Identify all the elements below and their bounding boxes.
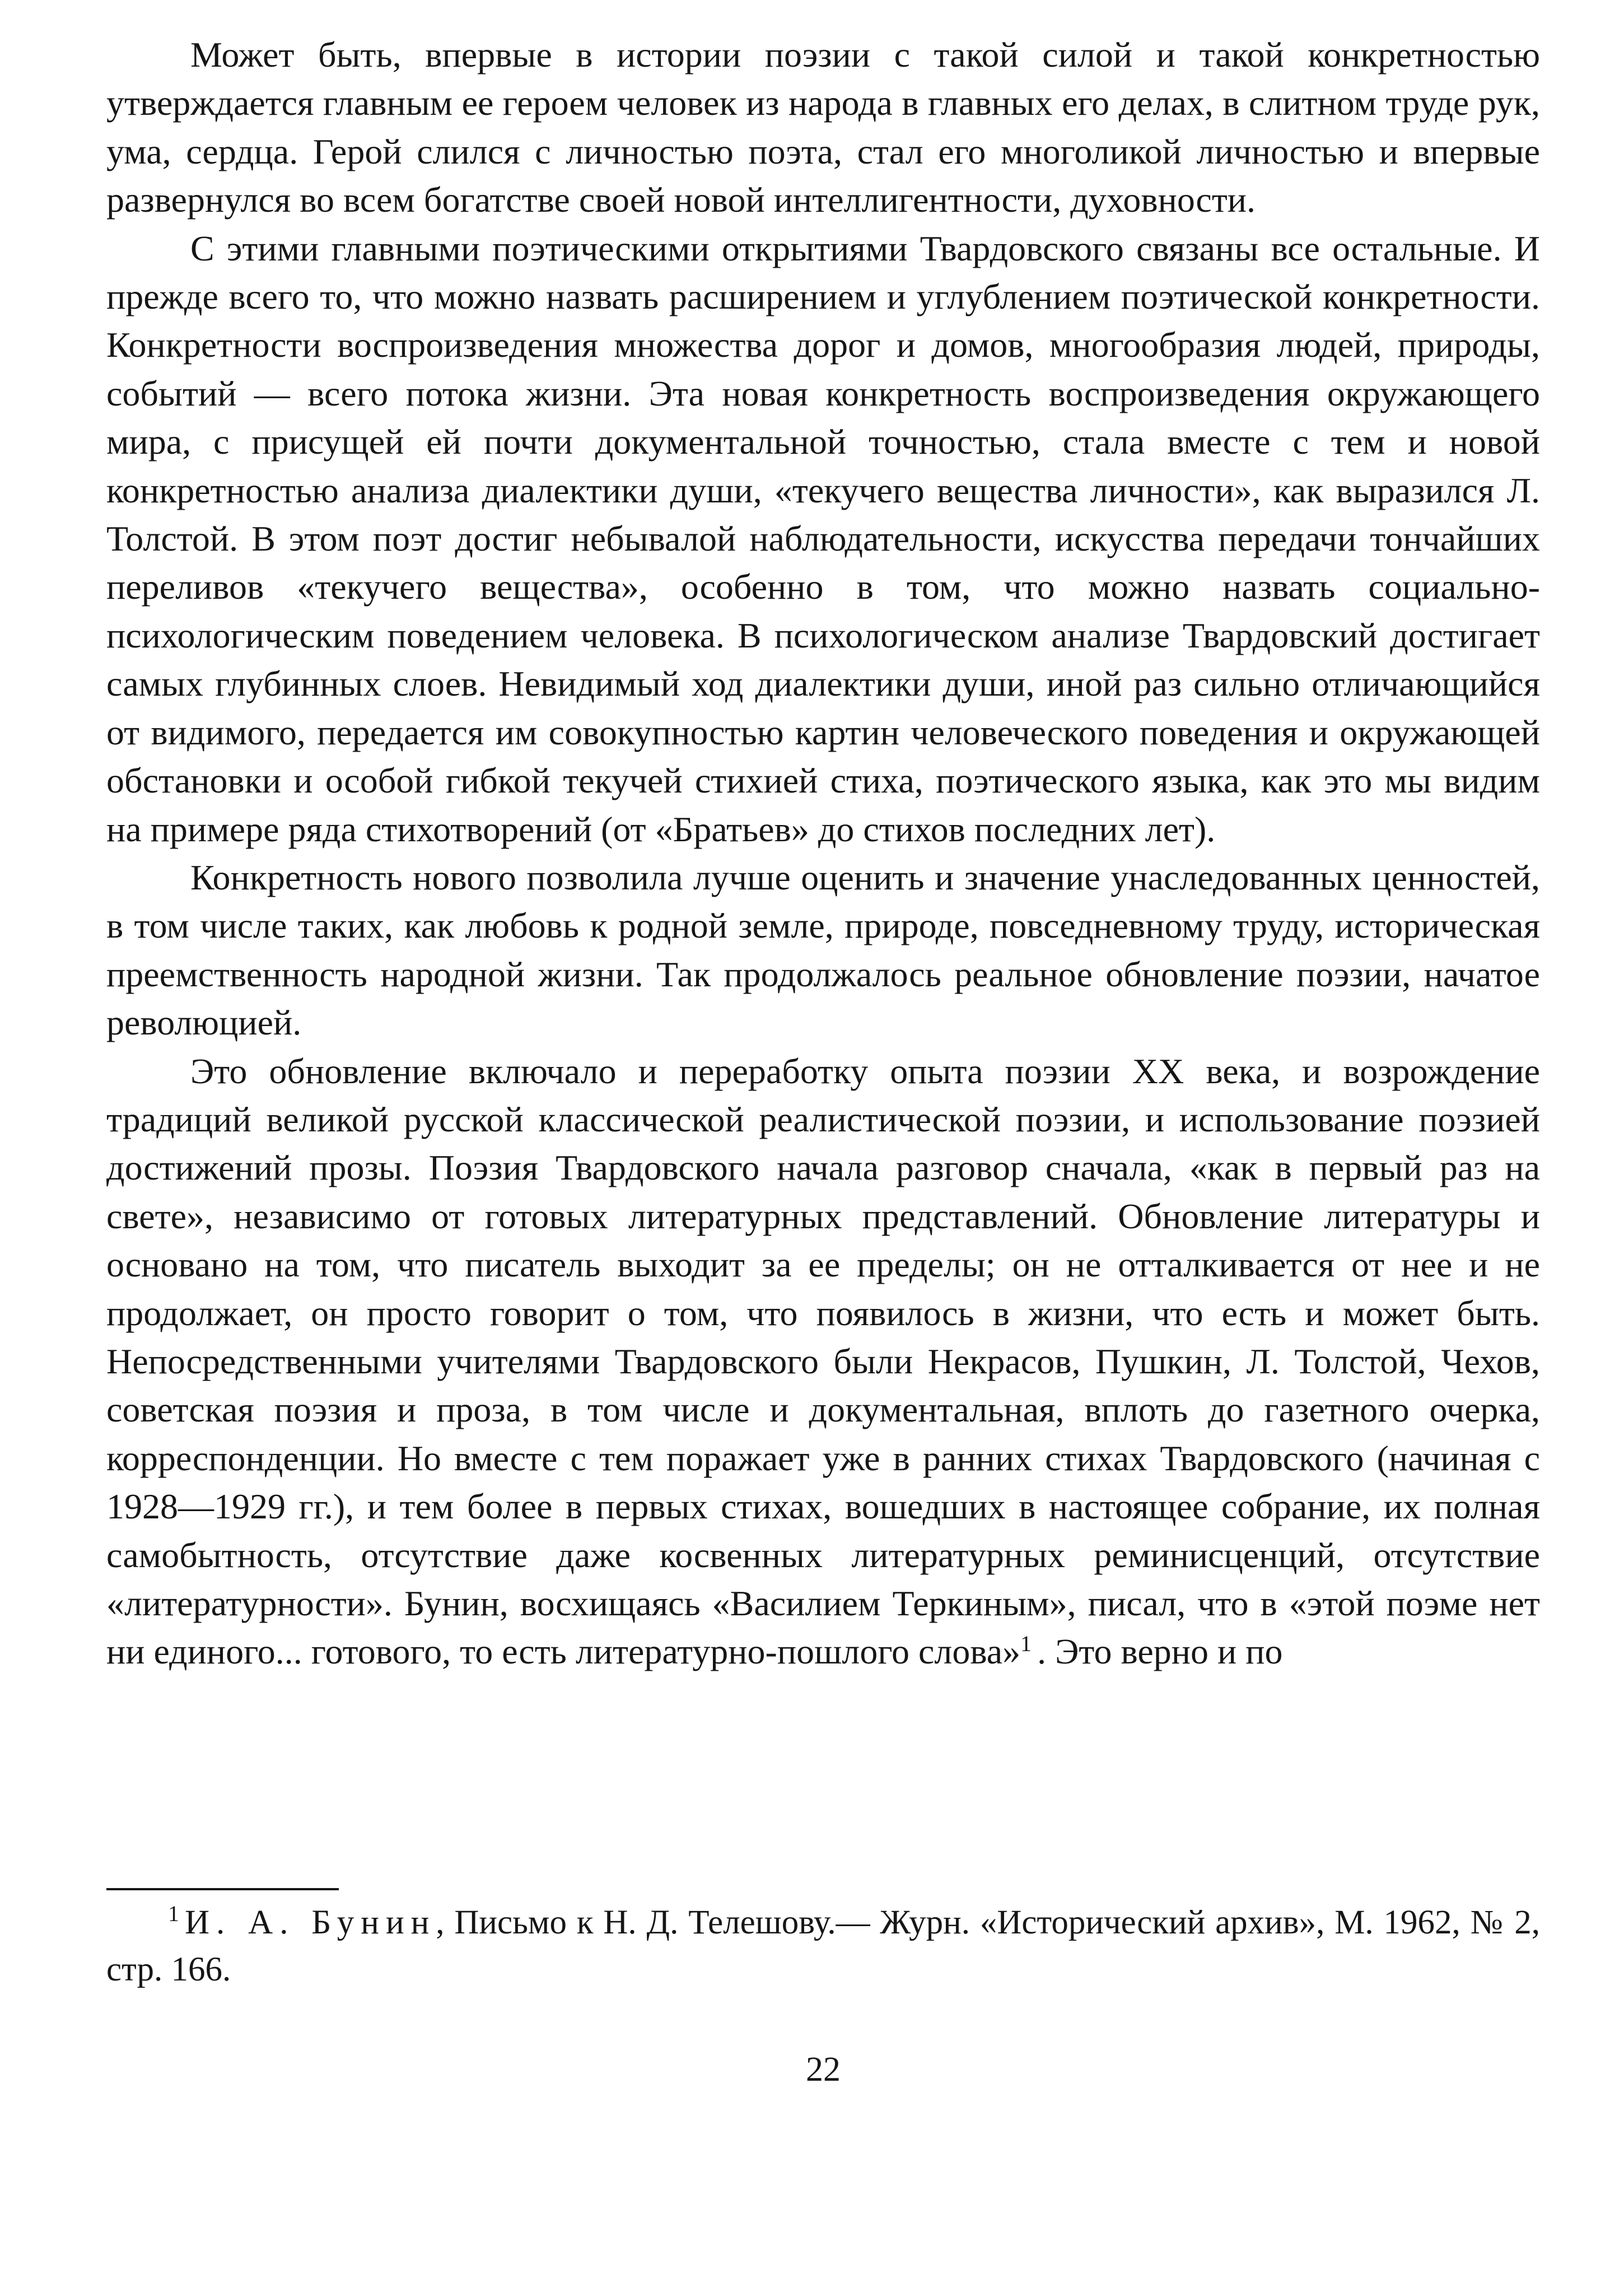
paragraph-2: С этими главными поэтическими открытиями Твардовского связаны все остальные. И прежде всего то, что можно назвать расширением и углублением поэтической конкретности. Конкретности воспроизведения множества дорог и домов, многообразия людей, природы, событий — всего потока жизни. Эта новая конкретность воспроизведения окружающего мира, с присущей ей почти документальной точностью, стала вместе с тем и новой конкретностью анализа диалектики души, «текучего вещества личности», как выразился Л. Толстой. В этом поэт достиг небывалой наблюдательности, искусства передачи тончайших переливов «текучего вещества», особенно в том, что можно назвать социально-психологическим поведением человека. В психологическом анализе Твардовский достигает самых глубинных слоев. Невидимый ход диалектики души, иной раз сильно отличающийся от видимого, передается им совокупностью картин человеческого поведения и окружающей обстановки и особой гибкой текучей стихией стиха, поэтического языка, как это мы видим на примере ряда стихотворений (от «Братьев» до стихов последних лет). — [106, 228, 1540, 849]
footnote-reference: 1 — [1020, 1631, 1032, 1657]
book-page — [106, 31, 1540, 2249]
paragraph-1: Может быть, впервые в истории поэзии с такой силой и такой конкретностью утверждается главным ее героем человек из народа в главных его делах, в слитном труде рук, ума, сердца. Герой слился с личностью поэта, стал его многоликой личностью и впервые развернулся во всем богатстве своей новой интеллигентности, духовности. — [106, 35, 1540, 220]
paragraph-4 — [106, 1047, 1540, 1676]
main-text — [106, 31, 1540, 1676]
footnote-author: И. А. Бунин — [185, 1904, 436, 1941]
paragraph-4-tail: . Это верно и по — [1037, 1632, 1283, 1672]
footnote-text: , Письмо к Н. Д. Телешову.— Журн. «Исторический архив», М. 1962, № 2, стр. 166. — [106, 1904, 1541, 1988]
paragraph-3: Конкретность нового позволила лучше оценить и значение унаследованных ценностей, в том числе таких, как любовь к родной земле, природе, повседневному труду, историческая преемственность народной жизни. Так продолжалось реальное обновление поэзии, начатое революцией. — [106, 857, 1540, 1043]
paragraph-4-text: Это обновление включало и переработку опыта поэзии XX века, и возрождение традиций великой русской классической реалистической поэзии, и использование поэзией достижений прозы. Поэзия Твардовского начала разговор сначала, «как в первый раз на свете», независимо от готовых литературных представлений. Обновление литературы и основано на том, что писатель выходит за ее пределы; он не отталкивается от нее и не продолжает, он просто говорит о том, что появилось в жизни, что есть и может быть. Непосредственными учителями Твардовского были Некрасов, Пушкин, Л. Толстой, Чехов, советская поэзия и проза, в том числе и документальная, вплоть до газетного очерка, корреспонденции. Но вместе с тем поражает уже в ранних стихах Твардовского (начиная с 1928—1929 гг.), и тем более в первых стихах, вошедших в настоящее собрание, их полная самобытность, отсутствие даже косвенных литературных реминисценций, отсутствие «литературности». Бунин, восхищаясь «Василием Теркиным», писал, что в «этой поэме нет ни единого... готового, то есть литературно-пошлого слова» — [106, 1051, 1540, 1672]
page-number: 22 — [806, 2050, 841, 2089]
footnote — [106, 1899, 1540, 1993]
footnote-marker: 1 — [168, 1901, 179, 1926]
footnote-divider — [106, 1888, 339, 1890]
